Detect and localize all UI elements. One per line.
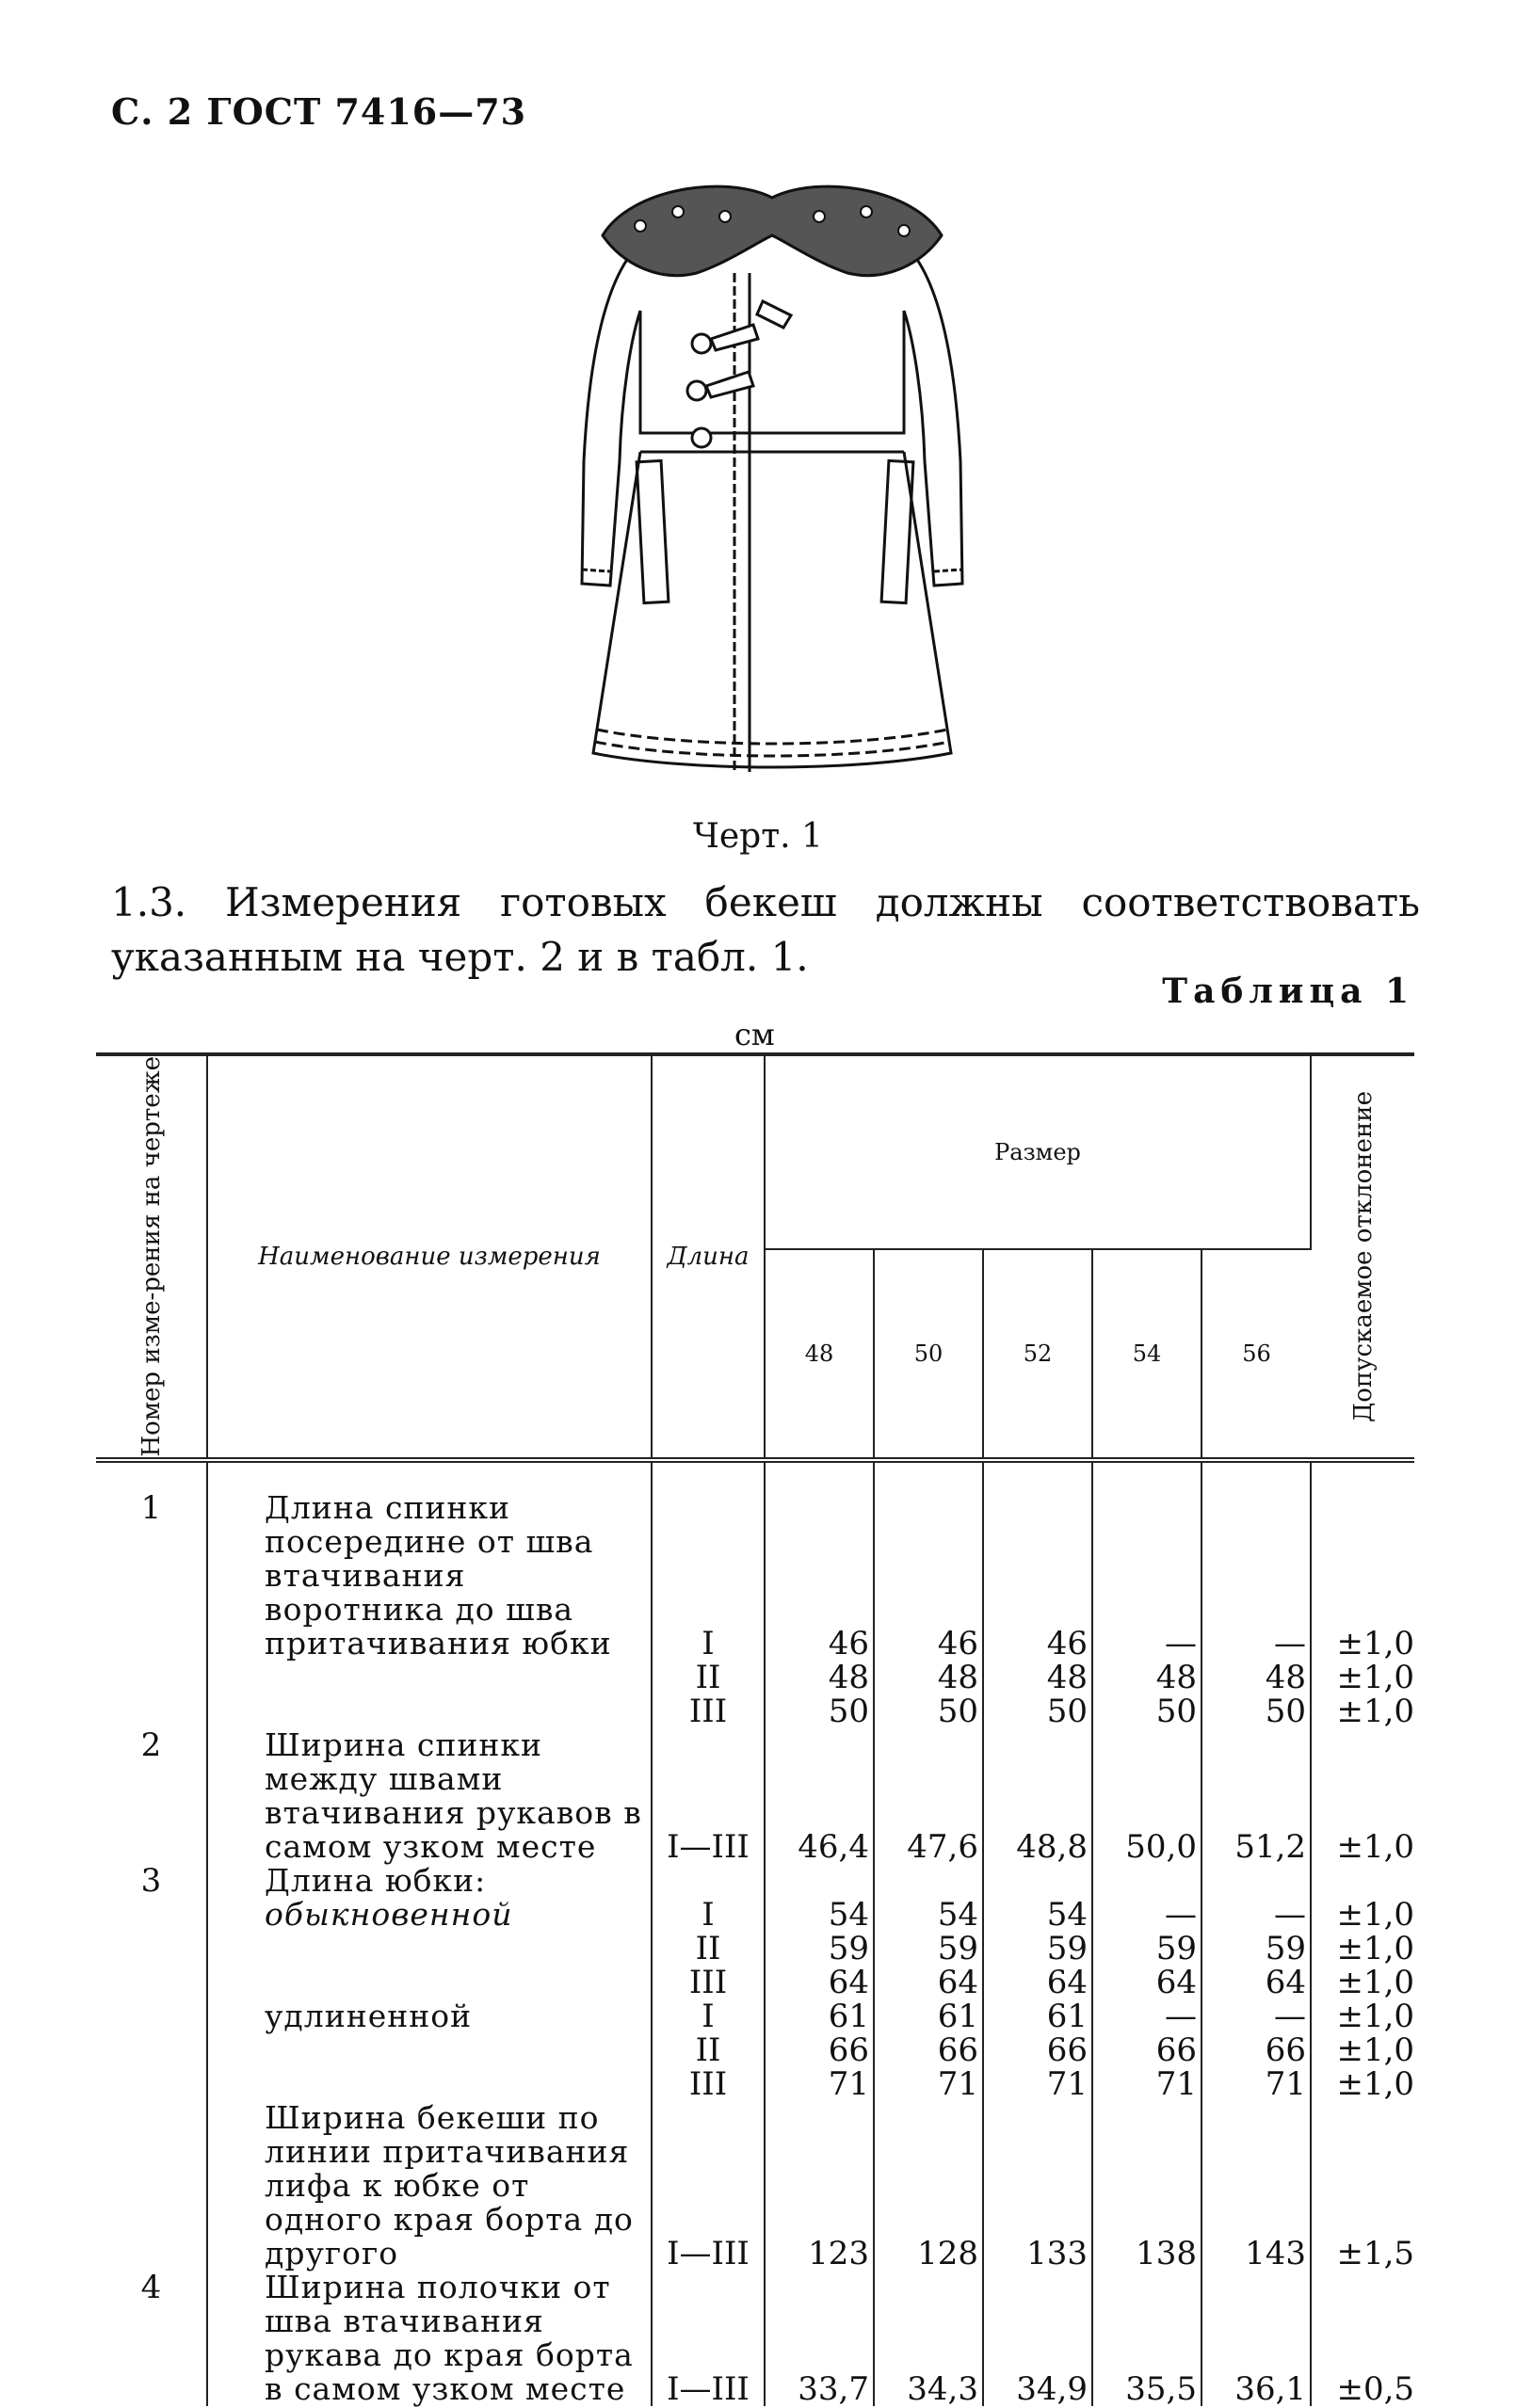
- row-value: —: [1092, 1864, 1202, 1932]
- row-number: [96, 2067, 207, 2101]
- row-value: 46: [983, 1491, 1092, 1661]
- row-value: 64: [1092, 1966, 1202, 1999]
- coat-button: [692, 428, 711, 447]
- row-value: —: [1092, 1999, 1202, 2033]
- row-number: 2: [96, 1728, 207, 1864]
- col-number-header: [96, 1054, 207, 1460]
- row-value: 64: [1202, 1966, 1311, 1999]
- row-value: 54: [765, 1864, 874, 1932]
- table-row: [96, 2271, 1414, 2406]
- row-tolerance: ±1,0: [1336, 1963, 1415, 2001]
- row-length: III: [652, 1966, 765, 1999]
- row-value: 59: [983, 1932, 1092, 1966]
- row-name: [207, 1488, 652, 1662]
- row-name: [207, 2067, 652, 2101]
- row-tolerance: ±1,0: [1336, 1692, 1415, 1730]
- row-value: 46: [874, 1491, 983, 1661]
- row-name: [207, 1932, 652, 1966]
- row-value: 48: [1092, 1661, 1202, 1694]
- row-value: 36,1: [1202, 2271, 1311, 2406]
- row-value: 71: [874, 2067, 983, 2101]
- table-row: [96, 2033, 1414, 2067]
- table-row: [96, 1728, 1414, 1864]
- row-value: 48: [983, 1661, 1092, 1694]
- row-tolerance: ±1,0: [1336, 1929, 1415, 1967]
- table-row: [96, 1661, 1414, 1694]
- row-number: [96, 1932, 207, 1966]
- table-row: [96, 1932, 1414, 1966]
- coat-button: [692, 334, 711, 353]
- row-tolerance: ±1,5: [1336, 2234, 1415, 2272]
- table-row: [96, 1966, 1414, 1999]
- row-value: 71: [1092, 2067, 1202, 2101]
- row-name-text: Длина юбки:: [265, 1861, 487, 1899]
- row-value: 54: [874, 1864, 983, 1932]
- row-name: [207, 1861, 652, 1933]
- row-name: [207, 1694, 652, 1728]
- row-name: [207, 2033, 652, 2067]
- row-value: 50: [765, 1694, 874, 1728]
- table-row: [96, 2101, 1414, 2271]
- table-row: [96, 1864, 1414, 1932]
- col-length-header: Длина: [652, 1054, 765, 1460]
- row-tolerance: ±1,0: [1336, 2031, 1415, 2069]
- coat-illustration: [565, 179, 979, 800]
- table-unit: см: [734, 1017, 775, 1052]
- row-name-text: Ширина полочки от шва втачивания рукава до края борта в самом узком месте: [265, 2268, 634, 2407]
- row-name: [207, 1661, 652, 1694]
- row-value: 133: [983, 2101, 1092, 2271]
- row-value: 66: [1092, 2033, 1202, 2067]
- row-name-text: Ширина спинки между швами втачивания рукавов в самом узком месте: [265, 1726, 642, 1865]
- row-length: II: [652, 1661, 765, 1694]
- paragraph-1-3: 1.3. Измерения готовых бекеш должны соответствовать указанным на черт. 2 и в табл. 1.: [111, 879, 1420, 980]
- row-name-text: Ширина бекеши по линии притачивания лифа к юбке от одного края борта до другого: [265, 2098, 634, 2272]
- row-name-text: Длина спинки посередине от шва втачивания воротника до шва притачивания юбки: [265, 1488, 612, 1662]
- row-value: 61: [765, 1999, 874, 2033]
- row-name: [207, 1999, 652, 2033]
- figure-caption: Черт. 1: [693, 817, 823, 856]
- size-56: 56: [1202, 1249, 1311, 1459]
- row-length: I: [652, 1491, 765, 1661]
- row-value: 35,5: [1092, 2271, 1202, 2406]
- row-value: 33,7: [765, 2271, 874, 2406]
- row-number: [96, 1966, 207, 1999]
- row-length: I—III: [652, 2101, 765, 2271]
- table-row: [96, 2067, 1414, 2101]
- row-length: I: [652, 1864, 765, 1932]
- row-number: [96, 1661, 207, 1694]
- row-tolerance: ±1,0: [1336, 1827, 1415, 1866]
- row-tolerance: ±0,5: [1336, 2369, 1415, 2408]
- table-row: [96, 1491, 1414, 1661]
- row-number: 4: [96, 2271, 207, 2406]
- col-tolerance-label: Допускаемое отклонение: [1348, 1090, 1378, 1422]
- row-value: 66: [874, 2033, 983, 2067]
- row-length: III: [652, 2067, 765, 2101]
- row-length: II: [652, 1932, 765, 1966]
- row-value: —: [1202, 1864, 1311, 1932]
- row-value: 34,3: [874, 2271, 983, 2406]
- right-sleeve: [904, 254, 962, 586]
- row-value: 54: [983, 1864, 1092, 1932]
- row-value: 46,4: [765, 1728, 874, 1864]
- row-value: 59: [1202, 1932, 1311, 1966]
- row-value: 61: [983, 1999, 1092, 2033]
- row-value: —: [1202, 1491, 1311, 1661]
- row-tolerance: ±1,0: [1336, 2064, 1415, 2103]
- col-size-header: Размер: [765, 1054, 1311, 1249]
- row-value: 123: [765, 2101, 874, 2271]
- row-length: I—III: [652, 1728, 765, 1864]
- row-tolerance: ±1,0: [1336, 1895, 1415, 1934]
- fur-collar: [603, 186, 942, 275]
- row-value: 66: [765, 2033, 874, 2067]
- row-number: 3: [96, 1864, 207, 1932]
- row-value: 50: [1202, 1694, 1311, 1728]
- row-value: 50: [874, 1694, 983, 1728]
- row-value: 47,6: [874, 1728, 983, 1864]
- row-value: 64: [983, 1966, 1092, 1999]
- col-number-label: Номер изме-рения на чертеже: [137, 1056, 166, 1457]
- row-value: 71: [765, 2067, 874, 2101]
- measurements-table: [96, 1052, 1414, 2406]
- row-name: [207, 1728, 652, 1864]
- row-name: [207, 2098, 652, 2272]
- row-value: 50: [1092, 1694, 1202, 1728]
- row-value: 48: [1202, 1661, 1311, 1694]
- row-value: 66: [983, 2033, 1092, 2067]
- row-value: 46: [765, 1491, 874, 1661]
- row-tolerance: ±1,0: [1336, 1624, 1415, 1662]
- table-row: [96, 1694, 1414, 1728]
- row-value: 64: [874, 1966, 983, 1999]
- row-value: 50: [983, 1694, 1092, 1728]
- row-value: 48: [765, 1661, 874, 1694]
- row-number: 1: [96, 1491, 207, 1661]
- row-value: —: [1092, 1491, 1202, 1661]
- row-number: [96, 1694, 207, 1728]
- row-value: 128: [874, 2101, 983, 2271]
- coat-button: [687, 381, 706, 400]
- skirt: [593, 452, 951, 767]
- bodice: [640, 311, 904, 433]
- col-name-header: Наименование измерения: [207, 1054, 652, 1460]
- size-52: 52: [983, 1249, 1092, 1459]
- row-value: 51,2: [1202, 1728, 1311, 1864]
- row-value: 138: [1092, 2101, 1202, 2271]
- page-header: С. 2 ГОСТ 7416—73: [111, 90, 527, 133]
- table-row: [96, 1999, 1414, 2033]
- row-value: 143: [1202, 2101, 1311, 2271]
- row-value: 59: [765, 1932, 874, 1966]
- row-length: II: [652, 2033, 765, 2067]
- row-value: 59: [1092, 1932, 1202, 1966]
- row-value: 48,8: [983, 1728, 1092, 1864]
- row-value: 50,0: [1092, 1728, 1202, 1864]
- row-length: I—III: [652, 2271, 765, 2406]
- table-title: Таблица 1: [1162, 971, 1414, 1011]
- size-48: 48: [765, 1249, 874, 1459]
- row-name: [207, 2268, 652, 2407]
- row-value: 71: [983, 2067, 1092, 2101]
- row-name: [207, 1966, 652, 1999]
- row-tolerance: ±1,0: [1336, 1997, 1415, 2035]
- row-value: 64: [765, 1966, 874, 1999]
- col-tolerance-header: [1311, 1054, 1414, 1460]
- row-number: [96, 2033, 207, 2067]
- row-tolerance: ±1,0: [1336, 1658, 1415, 1696]
- row-value: 61: [874, 1999, 983, 2033]
- row-value: —: [1202, 1999, 1311, 2033]
- left-sleeve: [582, 254, 640, 586]
- row-length: I: [652, 1999, 765, 2033]
- size-50: 50: [874, 1249, 983, 1459]
- row-name-text: удлиненной: [265, 1997, 473, 2034]
- row-value: 48: [874, 1661, 983, 1694]
- row-subname-text: обыкновенной: [265, 1895, 513, 1933]
- size-54: 54: [1092, 1249, 1202, 1459]
- row-number: [96, 1999, 207, 2033]
- row-number: [96, 2101, 207, 2271]
- row-value: 34,9: [983, 2271, 1092, 2406]
- row-value: 59: [874, 1932, 983, 1966]
- row-length: III: [652, 1694, 765, 1728]
- row-value: 66: [1202, 2033, 1311, 2067]
- row-value: 71: [1202, 2067, 1311, 2101]
